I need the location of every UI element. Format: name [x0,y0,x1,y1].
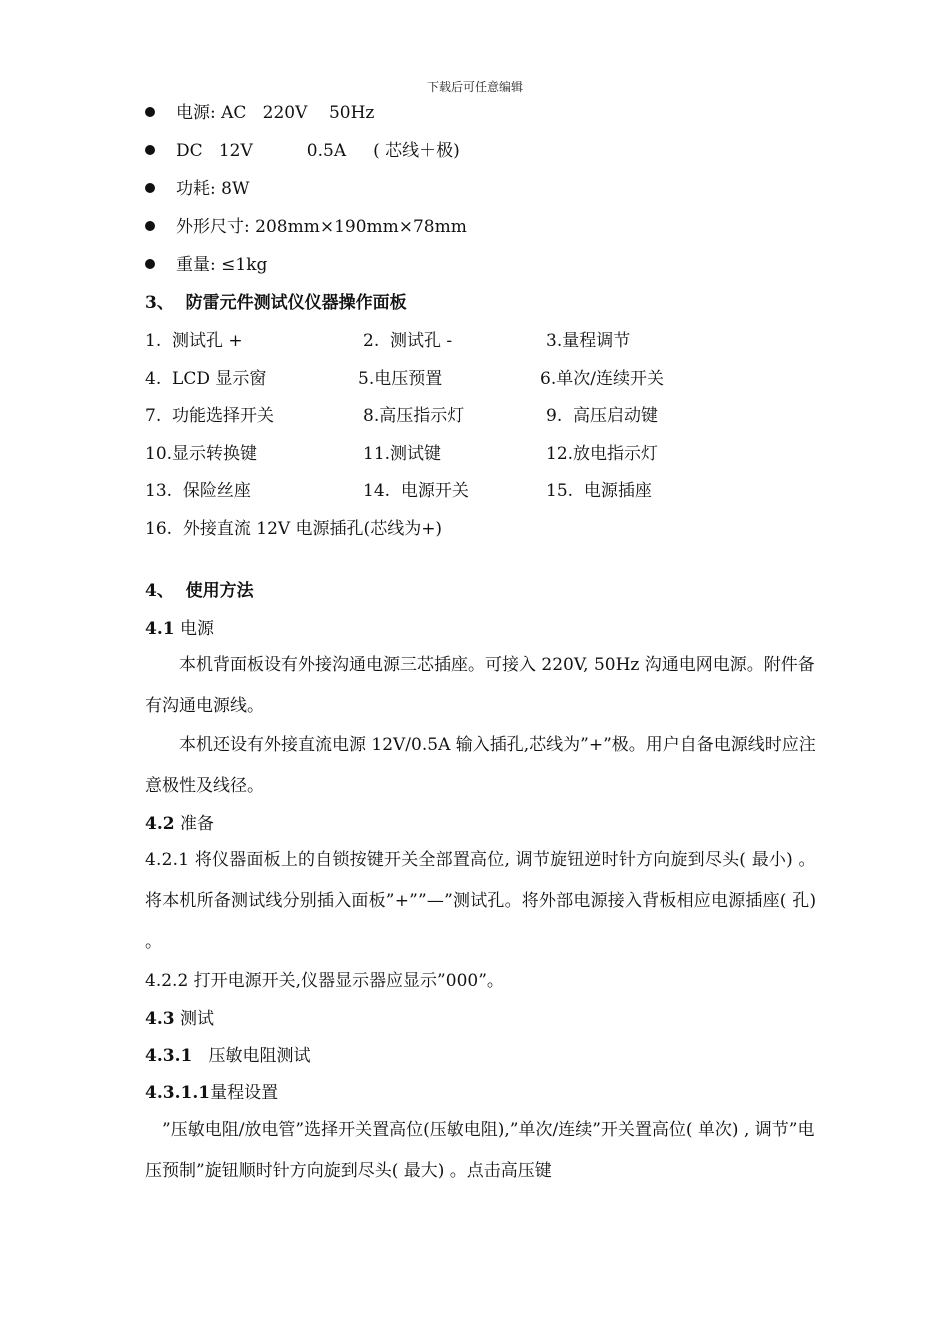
page-header: 下载后可任意编辑 [426,80,523,94]
panel-item: 11.测试键 [363,444,442,464]
spec-item [145,254,267,276]
subsection-number: 4.3.1 [145,1046,193,1066]
panel-item: 15. 电源插座 [546,481,652,501]
section-3-heading: 3、 防雷元件测试仪仪器操作面板 [145,293,407,313]
panel-item: 2. 测试孔 - [363,331,453,351]
panel-item: 7. 功能选择开关 [145,406,275,426]
subsection-number: 4.2 [145,814,175,834]
panel-item: 1. 测试孔 + [145,331,243,351]
spec-text: 重量: ≤1kg [176,255,268,275]
bullet-icon [145,145,155,155]
paragraph-4-2-2: 4.2.2 打开电源开关,仪器显示器应显示”000”。 [145,971,504,991]
panel-item: 5.电压预置 [358,369,443,389]
panel-item: 14. 电源开关 [363,481,469,501]
subsection-label: 电源 [174,619,214,639]
bullet-icon [145,107,155,117]
subsection-label: 量程设置 [210,1083,279,1103]
bullet-icon [145,259,155,269]
panel-item: 8.高压指示灯 [363,406,465,426]
subsection-4-3-1-heading [145,1045,311,1067]
spec-text: DC 12V 0.5A ( 芯线＋极) [176,141,460,161]
panel-item: 16. 外接直流 12V 电源插孔(芯线为+) [145,519,443,539]
subsection-label: 压敏电阻测试 [192,1046,311,1066]
spec-item [145,102,374,124]
paragraph-power-ac: 本机背面板设有外接沟通电源三芯插座。可接入 220V, 50Hz 沟通电网电源。附件备有沟通电源线。 [145,655,815,716]
paragraph-range-setting: ”压敏电阻/放电管”选择开关置高位(压敏电阻),”单次/连续”开关置高位( 单次) , 调节”电压预制”旋钮顺时针方向旋到尽头( 最大) 。点击高压键 [145,1120,815,1181]
panel-item: 10.显示转换键 [145,444,258,464]
spec-text: 外形尺寸: 208mm×190mm×78mm [176,217,467,237]
subsection-number: 4.3.1.1 [145,1083,211,1103]
spec-text: 电源: AC 220V 50Hz [176,103,375,123]
subsection-4-1-heading [145,618,214,640]
section-4-heading: 4、 使用方法 [145,581,254,601]
panel-item: 6.单次/连续开关 [540,369,664,389]
spec-item [145,216,467,238]
panel-item: 3.量程调节 [546,331,631,351]
panel-item: 13. 保险丝座 [145,481,251,501]
spec-item [145,140,460,162]
spec-text: 功耗: 8W [176,179,250,199]
bullet-icon [145,183,155,193]
subsection-number: 4.1 [145,619,175,639]
panel-item: 9. 高压启动键 [546,406,659,426]
spec-item [145,178,249,200]
subsection-4-2-heading [145,813,214,835]
paragraph-4-2-1: 4.2.1 将仪器面板上的自锁按键开关全部置高位, 调节旋钮逆时针方向旋到尽头( 最小) 。将本机所备测试线分别插入面板”+””—”测试孔。将外部电源接入背板相应电源插座( 孔) 。 [145,850,817,952]
subsection-number: 4.3 [145,1009,175,1029]
subsection-label: 准备 [174,814,214,834]
panel-item: 4. LCD 显示窗 [145,369,267,389]
subsection-4-3-heading [145,1008,214,1030]
subsection-label: 测试 [174,1009,214,1029]
paragraph-power-dc: 本机还设有外接直流电源 12V/0.5A 输入插孔,芯线为”+”极。用户自备电源线时应注意极性及线径。 [145,735,816,796]
subsection-4-3-1-1-heading [145,1082,278,1104]
bullet-icon [145,221,155,231]
panel-item: 12.放电指示灯 [546,444,659,464]
